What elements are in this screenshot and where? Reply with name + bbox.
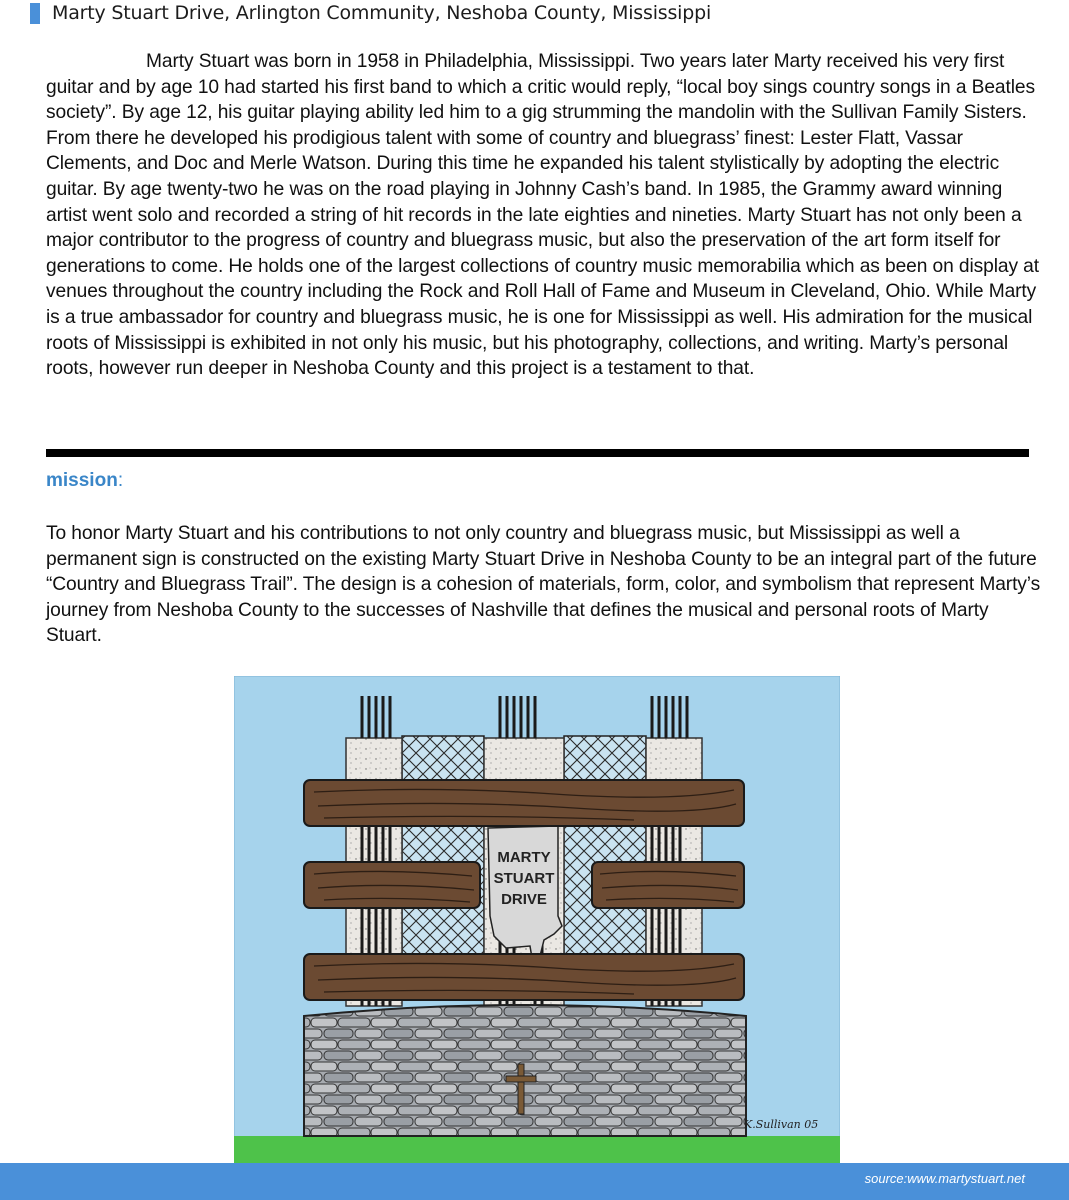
sign-text-line2: STUART bbox=[493, 870, 555, 887]
page-title: Marty Stuart Drive, Arlington Community, Neshoba County, Mississippi bbox=[52, 2, 712, 24]
mission-heading-label: mission bbox=[46, 470, 118, 491]
wood-beam-top bbox=[304, 780, 744, 826]
header-accent-bar bbox=[30, 3, 40, 24]
wood-beam-bottom bbox=[304, 954, 744, 1000]
sign-text-line1: MARTY bbox=[497, 849, 551, 866]
artist-signature: K.Sullivan 05 bbox=[744, 1118, 819, 1131]
page-header bbox=[30, 0, 1040, 26]
sign-text-line3: DRIVE bbox=[501, 891, 547, 908]
biography-paragraph: Marty Stuart was born in 1958 in Philadelphia, Mississippi. Two years later Marty received his very first guitar and by age 10 had started his first band to which a critic would reply, “local boy sings country songs in a Beatles society”. By age 12, his guitar playing ability led him to a gig strumming the mandolin with the Sullivan Family Sisters. From there he developed his prodigious talent with some of country and bluegrass’ finest: Lester Flatt, Vassar Clements, and Doc and Merle Watson. During this time he expanded his talent stylistically by adopting the electric guitar. By age twenty-two he was on the road playing in Johnny Cash’s band. In 1985, the Grammy award winning artist went solo and recorded a string of hit records in the late eighties and nineties. Marty Stuart has not only been a major contributor to the progress of country and bluegrass music, but also the preservation of the art form itself for generations to come. He holds one of the largest collections of country music memorabilia which as been on display at venues throughout the country including the Rock and Roll Hall of Fame and Museum in Cleveland, Ohio. While Marty is a true ambassador for country and bluegrass music, he is one for Mississippi as well. His admiration for the musical roots of Mississippi is exhibited in not only his music, but his photography, collections, and writing. Marty’s personal roots, however run deeper in Neshoba County and this project is a testament to that. bbox=[46, 51, 1039, 380]
source-credit: source:www.martystuart.net bbox=[864, 1171, 1025, 1186]
grass bbox=[234, 1136, 840, 1166]
section-divider bbox=[46, 449, 1029, 457]
mission-heading bbox=[46, 470, 123, 492]
footer-bar bbox=[0, 1163, 1069, 1200]
wood-beam-middle-right bbox=[592, 862, 744, 908]
sign-illustration bbox=[234, 676, 840, 1166]
wood-beam-middle-left bbox=[304, 862, 480, 908]
mission-heading-colon: : bbox=[117, 470, 124, 491]
stone-wall bbox=[304, 1005, 746, 1136]
mission-paragraph: To honor Marty Stuart and his contributions to not only country and bluegrass music, but Mississippi as well a permanent sign is constructed on the existing Marty Stuart Drive in Neshoba County to be an integral part of the future “Country and Bluegrass Trail”. The design is a cohesion of materials, form, color, and symbolism that represent Marty’s journey from Neshoba County to the successes of Nashville that defines the musical and personal roots of Marty Stuart. bbox=[46, 523, 1041, 647]
